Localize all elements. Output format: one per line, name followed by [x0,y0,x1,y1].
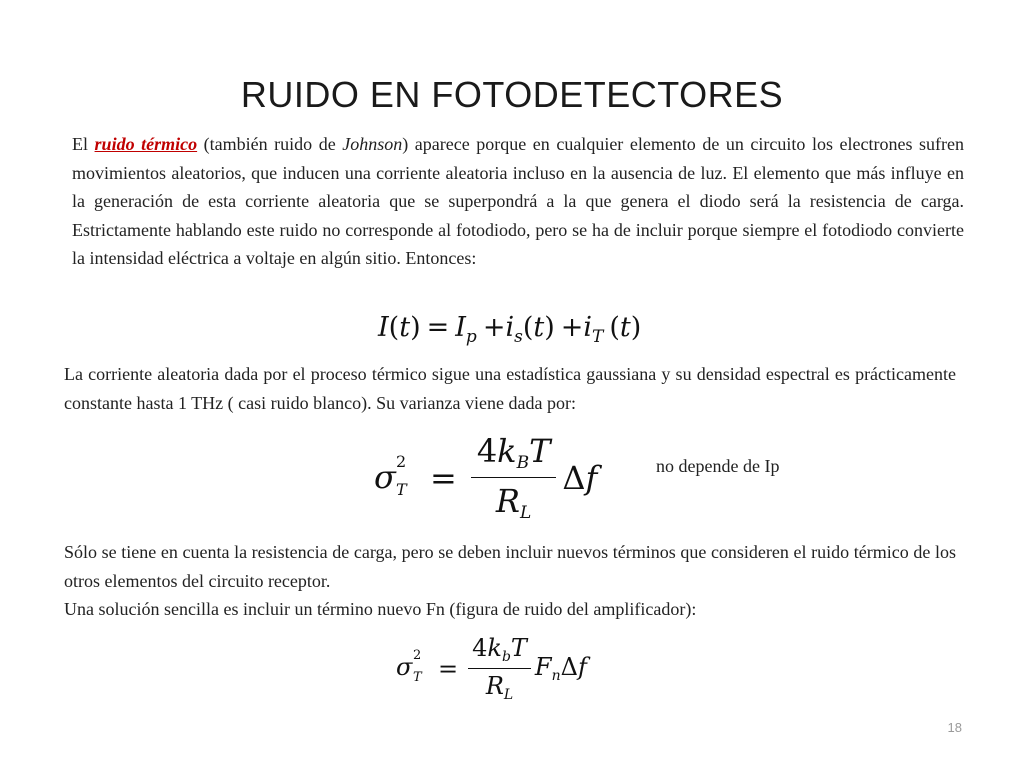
variance-equation [374,432,597,523]
eq1-s-sub: s [514,327,523,347]
eq3-num-sub: b [501,649,511,665]
slide-title: RUIDO EN FOTODETECTORES [240,74,784,115]
eq3-fraction [468,634,531,703]
para1-lead: El [72,134,95,154]
eq2-den-sub: L [520,503,532,523]
eq3-equals: = [438,654,459,683]
eq3-num-k: k [487,634,502,662]
eq3-num-4: 4 [472,634,488,662]
eq1-t3: t [619,312,631,343]
eq2-fraction [471,432,557,523]
para1-rest: ) aparece porque en cualquier elemento de un circuito los electrones sufren movimientos aleatorios, que inducen una corriente aleatoria incluso en la ausencia de luz. El elemento que más influye en la generación de esta corriente aleatoria que se superpondrá a la que genera el diodo será la resistencia de carga. Estrictamente hablando este ruido no corresponde al fotodiodo, pero se ha de incluir porque siempre el fotodiodo convierte la intensidad eléctrica a voltaje en algún sitio. Entonces: [72,134,964,269]
eq2-num-k: k [497,432,517,470]
eq1-I: I [378,312,389,343]
page-number: 18 [947,720,962,735]
thermal-noise-term: ruido térmico [94,134,198,154]
eq3-den-R: R [485,672,504,700]
eq1-p-sub: p [465,327,477,347]
gaussian-paragraph: La corriente aleatoria dada por el proceso térmico sigue una estadística gaussiana y su densidad espectral es prácticamente constante hasta 1 THz ( casi ruido blanco). Su varianza viene dada por: [64,364,956,413]
eq2-sup: 2 [396,451,407,471]
para1-mid: (también ruido de [197,134,343,154]
eq1-t2: t [533,312,545,343]
eq2-delta-f [562,459,597,497]
current-equation: $I(t) = I_p +i_s(t) +i_T$ (t) [378,312,642,347]
eq3-tail [535,653,587,684]
para3-line1: Sólo se tiene en cuenta la resistencia de carga, pero se deben incluir nuevos términos que consideren el ruido térmico de los otros elementos del circuito receptor. [64,542,956,591]
eq2-num-4: 4 [476,432,498,470]
eq1-plus2: + [560,312,584,343]
eq3-delta: Δ [560,653,578,681]
eq3-f: f [577,653,587,681]
eq3-num-T: T [510,634,527,662]
eq1-T-sub: T [592,327,604,347]
eq3-F-sub: n [551,668,561,684]
eq3-sup: 2 [413,647,422,663]
eq2-f: f [585,458,598,497]
noise-figure-equation [396,634,587,703]
eq1-iT: i [583,312,593,343]
eq1-is: i [505,312,515,343]
eq3-F: F [534,653,552,681]
eq3-sigma: σ [396,652,413,681]
eq2-sigma-symbol [374,451,422,499]
eq1-plus1: + [482,312,506,343]
eq3-den-sub: L [503,687,514,703]
eq3-sub: T [413,669,422,685]
eq1-Ip: I [455,312,466,343]
johnson-name: Johnson [342,134,403,154]
eq2-numerator [471,432,557,477]
eq2-denominator [496,478,531,523]
eq2-num-T: T [529,432,551,470]
thermal-noise-paragraph [72,130,964,273]
eq2-sub: T [396,479,407,499]
eq2-equals: = [430,458,457,497]
eq2-den-R: R [495,482,520,520]
load-resistance-paragraph [64,538,956,624]
eq2-num-sub: B [516,453,530,473]
eq2-sigma: σ [374,457,396,496]
eq3-sigma-symbol [396,647,434,685]
eq3-numerator [468,634,531,668]
eq1-t1: t [399,312,411,343]
note-independent-ip: no depende de Ip [656,456,780,476]
eq1-equals: = [426,312,450,343]
eq3-denominator [486,669,513,703]
eq2-delta: Δ [562,458,586,497]
para3-line2: Una solución sencilla es incluir un término nuevo Fn (figura de ruido del amplificador): [64,599,697,620]
